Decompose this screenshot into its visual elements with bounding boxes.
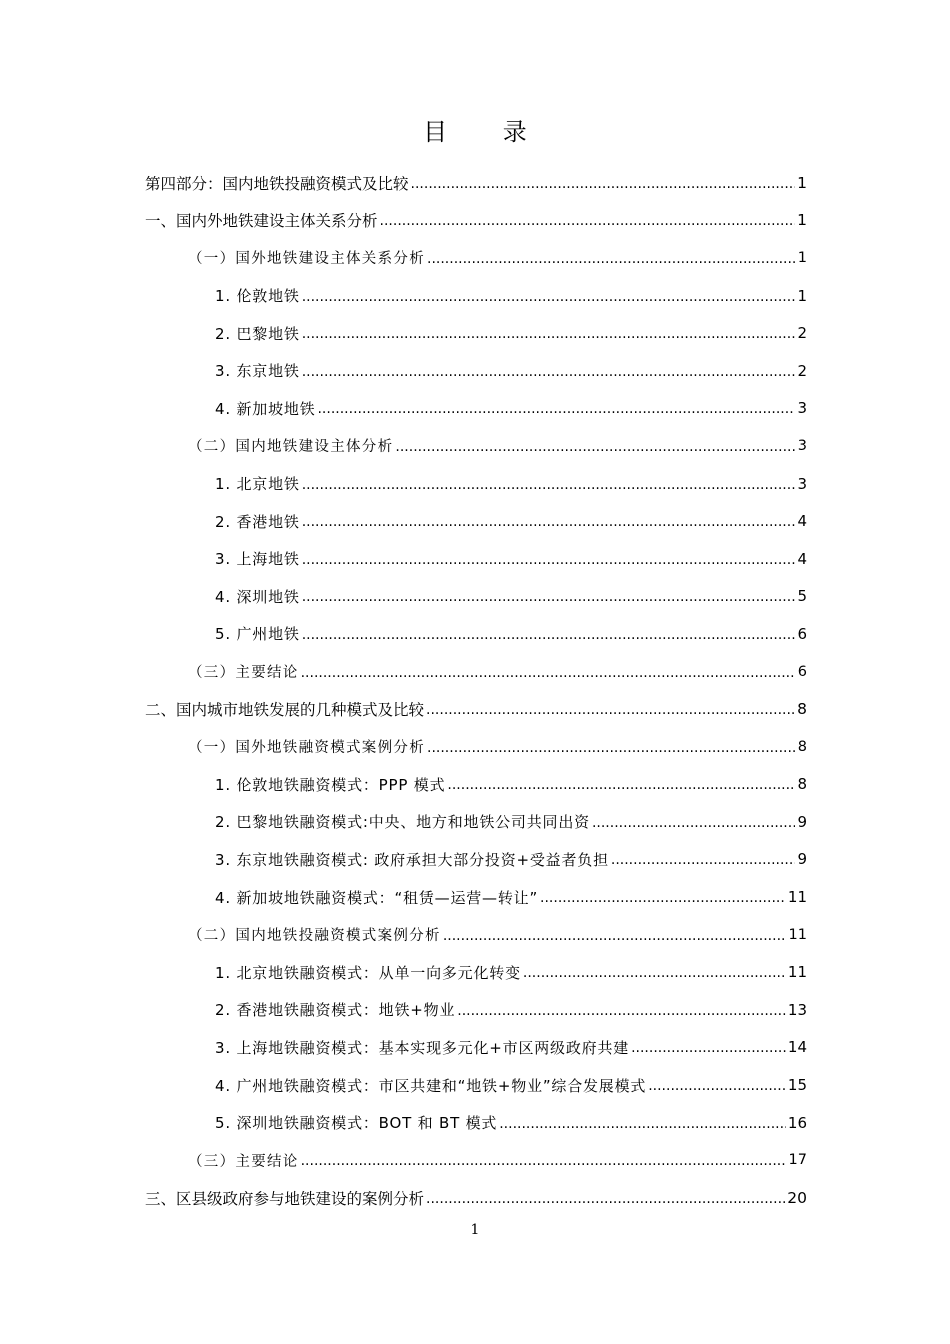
toc-entry[interactable]: [145, 1104, 807, 1142]
toc-entry-page: 4: [797, 512, 807, 531]
toc-leader-dots: [443, 928, 787, 944]
toc-leader-dots: [648, 1078, 786, 1094]
toc-entry-page: 14: [787, 1038, 807, 1057]
toc-entry-title: 4. 新加坡地铁: [215, 399, 316, 418]
toc-leader-dots: [426, 702, 795, 718]
toc-entry-page: 6: [797, 624, 807, 643]
page-number: 1: [470, 1222, 480, 1238]
toc-entry-title: （三）主要结论: [188, 1153, 299, 1170]
toc-entry-page: 9: [797, 850, 807, 869]
toc-entry-page: 6: [797, 663, 807, 680]
toc-entry[interactable]: [145, 502, 807, 540]
toc-entry-page: 2: [797, 324, 807, 343]
toc-entry-page: 1: [797, 173, 807, 192]
toc-entry-page: 3: [797, 437, 807, 454]
toc-entry[interactable]: [145, 728, 807, 766]
toc-entry-title: 1. 伦敦地铁融资模式：PPP 模式: [215, 775, 446, 794]
toc-entry[interactable]: [145, 390, 807, 428]
toc-leader-dots: [302, 326, 796, 342]
toc-leader-dots: [540, 890, 786, 906]
toc-entry-page: 8: [797, 700, 807, 719]
toc-entry-page: 8: [797, 738, 807, 755]
toc-entry[interactable]: [145, 578, 807, 616]
toc-entry-title: 4. 广州地铁融资模式：市区共建和“地铁+物业”综合发展模式: [215, 1076, 647, 1095]
toc-entry-page: 16: [787, 1113, 807, 1132]
toc-entry-page: 1: [797, 286, 807, 305]
toc-leader-dots: [302, 364, 796, 380]
toc-entry[interactable]: [145, 239, 807, 277]
toc-entry[interactable]: [145, 352, 807, 390]
toc-entry-title: 1. 伦敦地铁: [215, 287, 300, 306]
toc-entry[interactable]: [145, 841, 807, 879]
toc-leader-dots: [592, 815, 796, 831]
toc-leader-dots: [411, 176, 796, 192]
toc-entry-page: 8: [797, 775, 807, 794]
toc-leader-dots: [611, 852, 796, 868]
toc-leader-dots: [380, 213, 796, 229]
toc-leader-dots: [301, 665, 796, 681]
toc-entry-title: 3. 东京地铁融资模式: 政府承担大部分投资+受益者负担: [215, 850, 609, 869]
toc-leader-dots: [427, 251, 796, 267]
toc-entry-title: 1. 北京地铁: [215, 475, 300, 494]
toc-entry-title: （三）主要结论: [188, 665, 299, 682]
toc-entry-title: 3. 东京地铁: [215, 362, 300, 381]
toc-entry-title: 一、国内外地铁建设主体关系分析: [145, 212, 378, 231]
toc-leader-dots: [302, 289, 796, 305]
toc-entry[interactable]: [145, 314, 807, 352]
toc-leader-dots: [447, 777, 795, 793]
toc-entry[interactable]: [145, 1179, 807, 1217]
toc-entry-title: 4. 深圳地铁: [215, 587, 300, 606]
toc-entry-page: 11: [787, 888, 807, 907]
toc-entry[interactable]: [145, 878, 807, 916]
toc-leader-dots: [302, 514, 796, 530]
toc-entry-title: 4. 新加坡地铁融资模式：“租赁—运营—转让”: [215, 888, 539, 907]
toc-entry[interactable]: [145, 615, 807, 653]
toc-entry-title: 5. 深圳地铁融资模式：BOT 和 BT 模式: [215, 1114, 498, 1133]
toc-leader-dots: [427, 740, 796, 756]
table-of-contents: [145, 164, 807, 1217]
toc-entry-page: 11: [788, 926, 807, 943]
toc-entry[interactable]: [145, 277, 807, 315]
toc-entry-page: 4: [797, 549, 807, 568]
toc-leader-dots: [302, 627, 796, 643]
toc-entry-title: 2. 巴黎地铁: [215, 324, 300, 343]
toc-entry-page: 20: [787, 1188, 807, 1207]
toc-entry-page: 15: [787, 1076, 807, 1095]
toc-entry-title: 2. 香港地铁: [215, 512, 300, 531]
toc-entry-title: （一）国外地铁融资模式案例分析: [188, 740, 425, 757]
toc-entry-page: 11: [787, 963, 807, 982]
toc-entry-title: 3. 上海地铁融资模式：基本实现多元化+市区两级政府共建: [215, 1038, 630, 1057]
toc-entry-title: 2. 香港地铁融资模式：地铁+物业: [215, 1001, 456, 1020]
toc-entry-title: 第四部分：国内地铁投融资模式及比较: [145, 174, 409, 193]
toc-entry[interactable]: [145, 803, 807, 841]
toc-leader-dots: [523, 965, 786, 981]
toc-entry[interactable]: [145, 766, 807, 804]
toc-leader-dots: [457, 1003, 786, 1019]
toc-leader-dots: [395, 439, 795, 455]
toc-entry-title: 二、国内城市地铁发展的几种模式及比较: [145, 701, 425, 720]
page-title: 目 录: [423, 118, 551, 146]
toc-entry-title: 3. 上海地铁: [215, 550, 300, 569]
toc-entry-page: 3: [797, 399, 807, 418]
toc-leader-dots: [302, 552, 796, 568]
toc-entry-page: 5: [797, 587, 807, 606]
toc-entry[interactable]: [145, 991, 807, 1029]
toc-entry[interactable]: [145, 653, 807, 691]
toc-entry-page: 3: [797, 474, 807, 493]
toc-entry-page: 2: [797, 361, 807, 380]
toc-entry-title: 三、区县级政府参与地铁建设的案例分析: [145, 1189, 425, 1208]
toc-leader-dots: [302, 589, 796, 605]
toc-entry-title: （二）国内地铁建设主体分析: [188, 439, 394, 456]
toc-entry[interactable]: [145, 953, 807, 991]
toc-entry[interactable]: [145, 1141, 807, 1179]
toc-entry-page: 1: [797, 249, 807, 266]
toc-entry[interactable]: [145, 164, 807, 202]
toc-entry[interactable]: [145, 1066, 807, 1104]
toc-entry[interactable]: [145, 1029, 807, 1067]
toc-entry-page: 17: [788, 1152, 807, 1169]
toc-entry[interactable]: [145, 540, 807, 578]
toc-entry-title: 1. 北京地铁融资模式：从单一向多元化转变: [215, 963, 521, 982]
toc-leader-dots: [301, 1153, 787, 1169]
toc-entry-page: 9: [797, 812, 807, 831]
toc-leader-dots: [302, 477, 796, 493]
toc-entry[interactable]: [145, 465, 807, 503]
toc-entry-title: 5. 广州地铁: [215, 625, 300, 644]
toc-entry-title: （二）国内地铁投融资模式案例分析: [188, 928, 441, 945]
toc-leader-dots: [426, 1191, 785, 1207]
toc-entry-title: 2. 巴黎地铁融资模式:中央、地方和地铁公司共同出资: [215, 813, 590, 832]
toc-entry[interactable]: [145, 427, 807, 465]
toc-entry[interactable]: [145, 202, 807, 240]
toc-entry-page: 1: [797, 211, 807, 230]
toc-entry[interactable]: [145, 916, 807, 954]
toc-leader-dots: [317, 401, 795, 417]
toc-entry[interactable]: [145, 690, 807, 728]
toc-leader-dots: [499, 1116, 786, 1132]
toc-entry-page: 13: [787, 1000, 807, 1019]
toc-entry-title: （一）国外地铁建设主体关系分析: [188, 251, 425, 268]
toc-leader-dots: [631, 1040, 786, 1056]
